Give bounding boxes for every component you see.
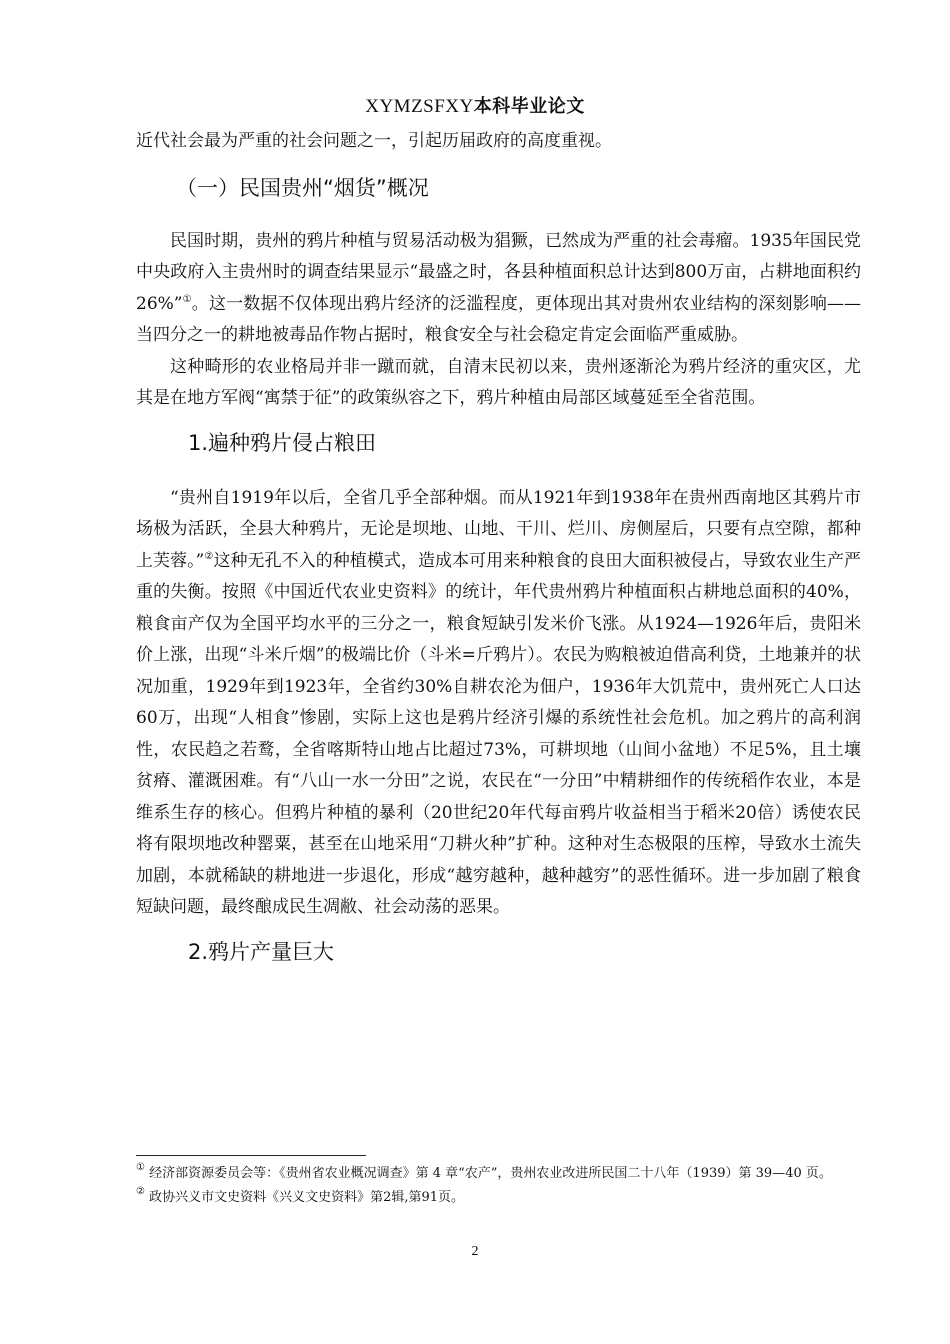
paragraph-1-text-cont: 。这一数据不仅体现出鸦片经济的泛滥程度，更体现出其对贵州农业结构的深刻影响——当四分之一的耕地被毒品作物占据时，粮食安全与社会稳定肯定会面临严重威胁。 xyxy=(136,293,862,345)
paragraph-3 xyxy=(136,483,861,924)
footnote-2 xyxy=(136,1186,861,1210)
footnote-mark-1: ① xyxy=(136,1162,145,1173)
page-header xyxy=(0,92,950,118)
footnote-2-text: 政协兴义市文史资料《兴义文史资料》第2辑,第91页。 xyxy=(144,1190,465,1205)
header-title: 本科毕业论文 xyxy=(473,96,585,117)
header-code: XYMZSFXY xyxy=(365,96,474,117)
paragraph-3-text-cont: 这种无孔不入的种植模式，造成本可用来种粮食的良田大面积被侵占，导致农业生产严重的失衡。按照《中国近代农业史资料》的统计，年代贵州鸦片种植面积占耕地总面积的40%，粮食亩产仅为全国平均水平的三分之一，粮食短缺引发米价飞涨。从1924—1926年后，贵阳米价上涨，出现“斗米斤烟”的极端比价（斗米=斤鸦片）。农民为购粮被迫借高利贷，土地兼并的状况加重，1929年到1923年，全省约30%自耕农沦为佃户，1936年大饥荒中，贵州死亡人口达60万，出现“人相食”惨剧，实际上这也是鸦片经济引爆的系统性社会危机。加之鸦片的高利润性，农民趋之若鹜，全省喀斯特山地占比超过73%，可耕坝地（山间小盆地）不足5%，且土壤贫瘠、灌溉困难。有“八山一水一分田”之说，农民在“一分田”中精耕细作的传统稻作农业，本是维系生存的核心。但鸦片种植的暴利（20世纪20年代每亩鸦片收益相当于稻米20倍）诱使农民将有限坝地改种罂粟，甚至在山地采用“刀耕火种”扩种。这种对生态极限的压榨，导致水土流失加剧，本就稀缺的耕地进一步退化，形成“越穷越种，越种越穷”的恶性循环。进一步加剧了粮食短缺问题，最终酿成民生凋敝、社会动荡的恶果。 xyxy=(136,550,862,917)
footnote-ref-1[interactable]: ① xyxy=(182,293,192,305)
footnote-1 xyxy=(136,1162,861,1186)
subheading-2: 2.鸦片产量巨大 xyxy=(188,939,335,964)
subheading-1: 1.遍种鸦片侵占粮田 xyxy=(188,430,377,455)
intro-line: 近代社会最为严重的社会问题之一，引起历届政府的高度重视。 xyxy=(136,131,612,151)
paragraph-2: 这种畸形的农业格局并非一蹴而就，自清末民初以来，贵州逐渐沦为鸦片经济的重灾区，尤其是在地方军阀“寓禁于征”的政策纵容之下，鸦片种植由局部区域蔓延至全省范围。 xyxy=(136,356,861,408)
footnotes xyxy=(136,1162,861,1210)
footnote-ref-2[interactable]: ② xyxy=(204,550,214,562)
footnote-1-text: 经济部资源委员会等：《贵州省农业概况调查》第 4 章“农产”，贵州农业改进所民国二十八年（1939）第 39—40 页。 xyxy=(144,1166,832,1181)
section-heading: （一）民国贵州“烟货”概况 xyxy=(176,175,429,200)
paragraph-1-text: 民国时期，贵州的鸦片种植与贸易活动极为猖獗，已然成为严重的社会毒瘤。1935年国民党中央政府入主贵州时的调查结果显示“最盛之时，各县种植面积总计达到800万亩，占耕地面积约26%” xyxy=(136,230,861,314)
footnote-separator xyxy=(136,1155,366,1156)
paragraph-3-text: “贵州自1919年以后，全省几乎全部种烟。而从1921年到1938年在贵州西南地区其鸦片市场极为活跃，全县大种鸦片，无论是坝地、山地、干川、烂川、房侧屋后，只要有点空隙，都种上芙蓉。” xyxy=(136,487,861,571)
page-number: 2 xyxy=(471,1244,479,1259)
footnote-mark-2: ② xyxy=(136,1186,145,1197)
paragraph-1 xyxy=(136,226,861,352)
body-text xyxy=(136,126,861,982)
